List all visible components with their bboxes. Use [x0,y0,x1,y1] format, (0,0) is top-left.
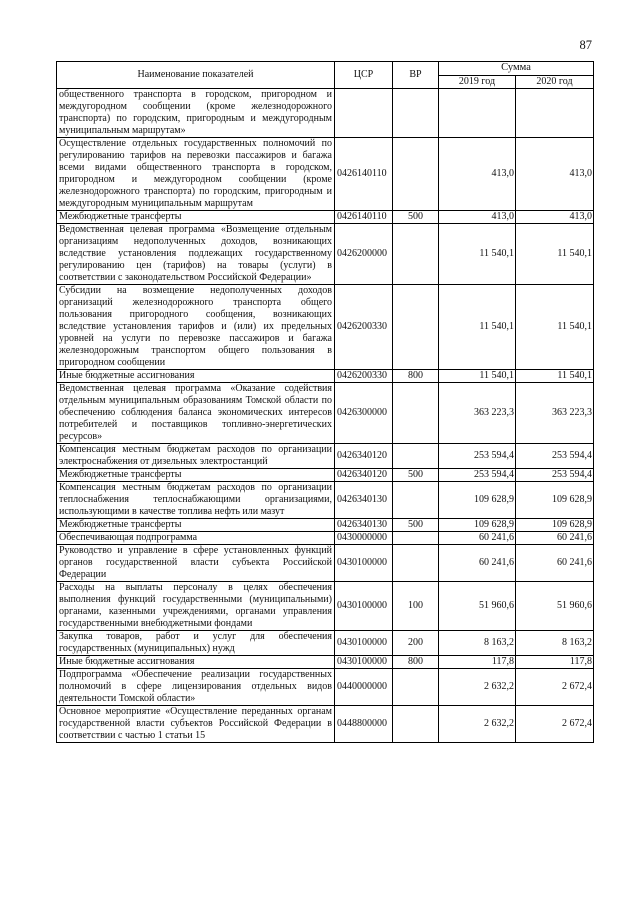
row-sum-2019: 363 223,3 [439,383,516,444]
row-csr: 0430100000 [335,545,393,582]
header-year-2020: 2020 год [516,75,594,89]
row-sum-2020: 60 241,6 [516,545,594,582]
row-csr: 0440000000 [335,669,393,706]
row-name: Обеспечивающая подпрограмма [57,532,335,545]
table-row [57,211,594,224]
table-row [57,138,594,211]
row-name: Межбюджетные трансферты [57,519,335,532]
row-sum-2020: 363 223,3 [516,383,594,444]
row-sum-2019: 2 632,2 [439,669,516,706]
row-sum-2020: 11 540,1 [516,285,594,370]
row-sum-2019: 253 594,4 [439,444,516,469]
row-sum-2019: 60 241,6 [439,545,516,582]
row-sum-2019: 117,8 [439,656,516,669]
row-csr: 0430100000 [335,582,393,631]
row-vr [393,545,439,582]
row-name: Расходы на выплаты персоналу в целях обеспечения выполнения функций государственными (муниципальными) органами, казенными учреждениями, органами управления государственными внебюджетными фондами [57,582,335,631]
row-vr: 800 [393,656,439,669]
row-sum-2019: 8 163,2 [439,631,516,656]
row-name: Компенсация местным бюджетам расходов по организации теплоснабжения теплоснабжающими организациями, использующими в качестве топлива нефть или мазут [57,482,335,519]
table-row [57,285,594,370]
row-sum-2020: 413,0 [516,211,594,224]
row-vr [393,224,439,285]
table-row [57,469,594,482]
row-csr: 0430100000 [335,631,393,656]
row-name: Ведомственная целевая программа «Возмещение отдельным организациям недополученных доходов, возникающих вследствие установления подлежащих государственному регулированию цен (тарифов) на товары (услуги) в соответствии с законодательством Российской Федерации» [57,224,335,285]
row-sum-2019: 413,0 [439,138,516,211]
table-row [57,224,594,285]
table-header [57,62,594,89]
row-sum-2019: 109 628,9 [439,482,516,519]
row-csr: 0426340130 [335,482,393,519]
row-vr [393,444,439,469]
table-row [57,545,594,582]
table-row [57,669,594,706]
row-sum-2019: 413,0 [439,211,516,224]
row-sum-2020: 8 163,2 [516,631,594,656]
row-vr [393,669,439,706]
table-row [57,532,594,545]
row-sum-2020: 253 594,4 [516,444,594,469]
row-vr: 800 [393,370,439,383]
row-sum-2020: 109 628,9 [516,519,594,532]
row-sum-2019: 60 241,6 [439,532,516,545]
row-csr: 0426200000 [335,224,393,285]
row-sum-2020: 117,8 [516,656,594,669]
row-csr [335,89,393,138]
row-vr [393,706,439,743]
row-name: Руководство и управление в сфере установленных функций органов государственной власти субъекта Российской Федерации [57,545,335,582]
row-csr: 0426340120 [335,444,393,469]
table-row [57,89,594,138]
table-body [57,89,594,743]
row-csr: 0430000000 [335,532,393,545]
header-year-2019: 2019 год [439,75,516,89]
table-row [57,444,594,469]
row-name: Субсидии на возмещение недополученных доходов организаций железнодорожного транспорта общего пользования пригородного сообщения, возникающих вследствие установления тарифов и (или) их предельных уровней на услуги по перевозке пассажиров и багажа железнодорожным транспортом общего пользования в пригородном сообщении [57,285,335,370]
row-name: Межбюджетные трансферты [57,211,335,224]
row-sum-2020: 2 672,4 [516,669,594,706]
table-row [57,706,594,743]
page-number: 87 [579,38,592,52]
budget-table [56,61,594,743]
row-csr: 0430100000 [335,656,393,669]
row-sum-2020: 413,0 [516,138,594,211]
row-name: Закупка товаров, работ и услуг для обеспечения государственных (муниципальных) нужд [57,631,335,656]
row-sum-2019: 11 540,1 [439,285,516,370]
row-vr: 200 [393,631,439,656]
row-sum-2020: 51 960,6 [516,582,594,631]
table-row [57,482,594,519]
row-sum-2019 [439,89,516,138]
row-name: Основное мероприятие «Осуществление переданных органам государственной власти субъектов Российской Федерации в соответствии с частью 1 статьи 15 [57,706,335,743]
table-row [57,631,594,656]
table-row [57,519,594,532]
row-name: Компенсация местным бюджетам расходов по организации электроснабжения от дизельных электростанций [57,444,335,469]
header-csr: ЦСР [335,62,393,89]
row-vr [393,482,439,519]
row-sum-2020: 60 241,6 [516,532,594,545]
row-name: Осуществление отдельных государственных полномочий по регулированию тарифов на перевозки пассажиров и багажа всеми видами общественного транспорта в городском, пригородном и междугородном сообщении (кроме железнодорожного транспорта) по городским, пригородным и междугородным муниципальным маршрутам [57,138,335,211]
row-name: Иные бюджетные ассигнования [57,370,335,383]
row-name: Иные бюджетные ассигнования [57,656,335,669]
table-row [57,370,594,383]
row-vr: 500 [393,519,439,532]
row-sum-2020: 253 594,4 [516,469,594,482]
row-sum-2020: 109 628,9 [516,482,594,519]
row-csr: 0426140110 [335,211,393,224]
row-vr [393,138,439,211]
row-vr [393,89,439,138]
row-vr: 100 [393,582,439,631]
header-name: Наименование показателей [57,62,335,89]
row-sum-2019: 51 960,6 [439,582,516,631]
row-sum-2020: 11 540,1 [516,224,594,285]
row-vr [393,532,439,545]
row-vr: 500 [393,469,439,482]
row-sum-2020 [516,89,594,138]
row-vr [393,383,439,444]
row-vr [393,285,439,370]
row-sum-2019: 253 594,4 [439,469,516,482]
row-vr: 500 [393,211,439,224]
row-sum-2019: 2 632,2 [439,706,516,743]
row-csr: 0426200330 [335,285,393,370]
row-csr: 0448800000 [335,706,393,743]
row-name: общественного транспорта в городском, пригородном и междугородном сообщении (кроме железнодорожного транспорта) по городским, пригородным и междугородным муниципальным маршрутам» [57,89,335,138]
row-name: Ведомственная целевая программа «Оказание содействия отдельным муниципальным образованиям Томской области по обеспечению соблюдения баланса экономических интересов потребителей и поставщиков топливно-энергетических ресурсов» [57,383,335,444]
row-csr: 0426340120 [335,469,393,482]
row-sum-2019: 11 540,1 [439,370,516,383]
row-sum-2020: 11 540,1 [516,370,594,383]
table-row [57,656,594,669]
header-vr: ВР [393,62,439,89]
row-sum-2020: 2 672,4 [516,706,594,743]
row-sum-2019: 109 628,9 [439,519,516,532]
row-name: Подпрограмма «Обеспечение реализации государственных полномочий в сфере лицензирования отдельных видов деятельности Томской области» [57,669,335,706]
header-sum: Сумма [439,62,594,76]
row-csr: 0426340130 [335,519,393,532]
table-row [57,383,594,444]
row-name: Межбюджетные трансферты [57,469,335,482]
row-csr: 0426300000 [335,383,393,444]
row-csr: 0426200330 [335,370,393,383]
row-sum-2019: 11 540,1 [439,224,516,285]
table-row [57,582,594,631]
row-csr: 0426140110 [335,138,393,211]
